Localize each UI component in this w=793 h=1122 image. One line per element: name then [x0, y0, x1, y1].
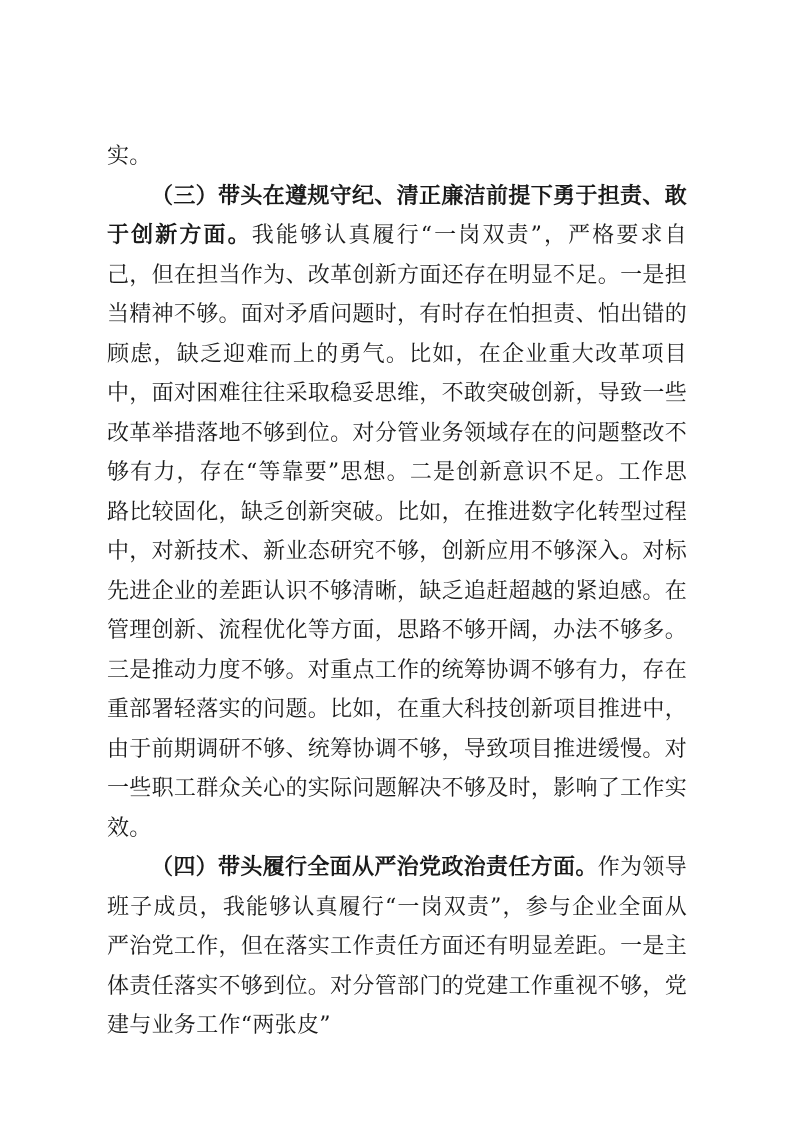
section-three-heading: （三）带头在遵规守纪、清正廉洁前提下勇于担责、敢于创新方面。: [107, 182, 687, 248]
section-four-paragraph: [107, 848, 687, 1046]
section-four-heading: （四）带头履行全面从严治党政治责任方面。: [151, 854, 598, 880]
opening-fragment: 实。: [107, 144, 152, 169]
section-three-body: 我能够认真履行“一岗双责”，严格要求自己，但在担当作为、改革创新方面还存在明显不足。一是担当精神不够。面对矛盾问题时，有时存在怕担责、怕出错的顾虑，缺乏迎难而上的勇气。比如，在企业重大改革项目中，面对困难往往采取稳妥思维，不敢突破创新，导致一些改革举措落地不够到位。对分管业务领域存在的问题整改不够有力，存在“等靠要”思想。二是创新意识不足。工作思路比较固化，缺乏创新突破。比如，在推进数字化转型过程中，对新技术、新业态研究不够，创新应用不够深入。对标先进企业的差距认识不够清晰，缺乏追赶超越的紧迫感。在管理创新、流程优化等方面，思路不够开阔，办法不够多。三是推动力度不够。对重点工作的统筹协调不够有力，存在重部署轻落实的问题。比如，在重大科技创新项目推进中，由于前期调研不够、统筹协调不够，导致项目推进缓慢。对一些职工群众关心的实际问题解决不够及时，影响了工作实效。: [107, 223, 687, 841]
section-four-body: 作为领导班子成员，我能够认真履行“一岗双责”，参与企业全面从严治党工作，但在落实工作责任方面还有明显差距。一是主体责任落实不够到位。对分管部门的党建工作重视不够，党建与业务工作“两张皮”: [107, 855, 687, 1038]
document-page: [107, 137, 687, 1046]
section-three-paragraph: [107, 177, 687, 849]
